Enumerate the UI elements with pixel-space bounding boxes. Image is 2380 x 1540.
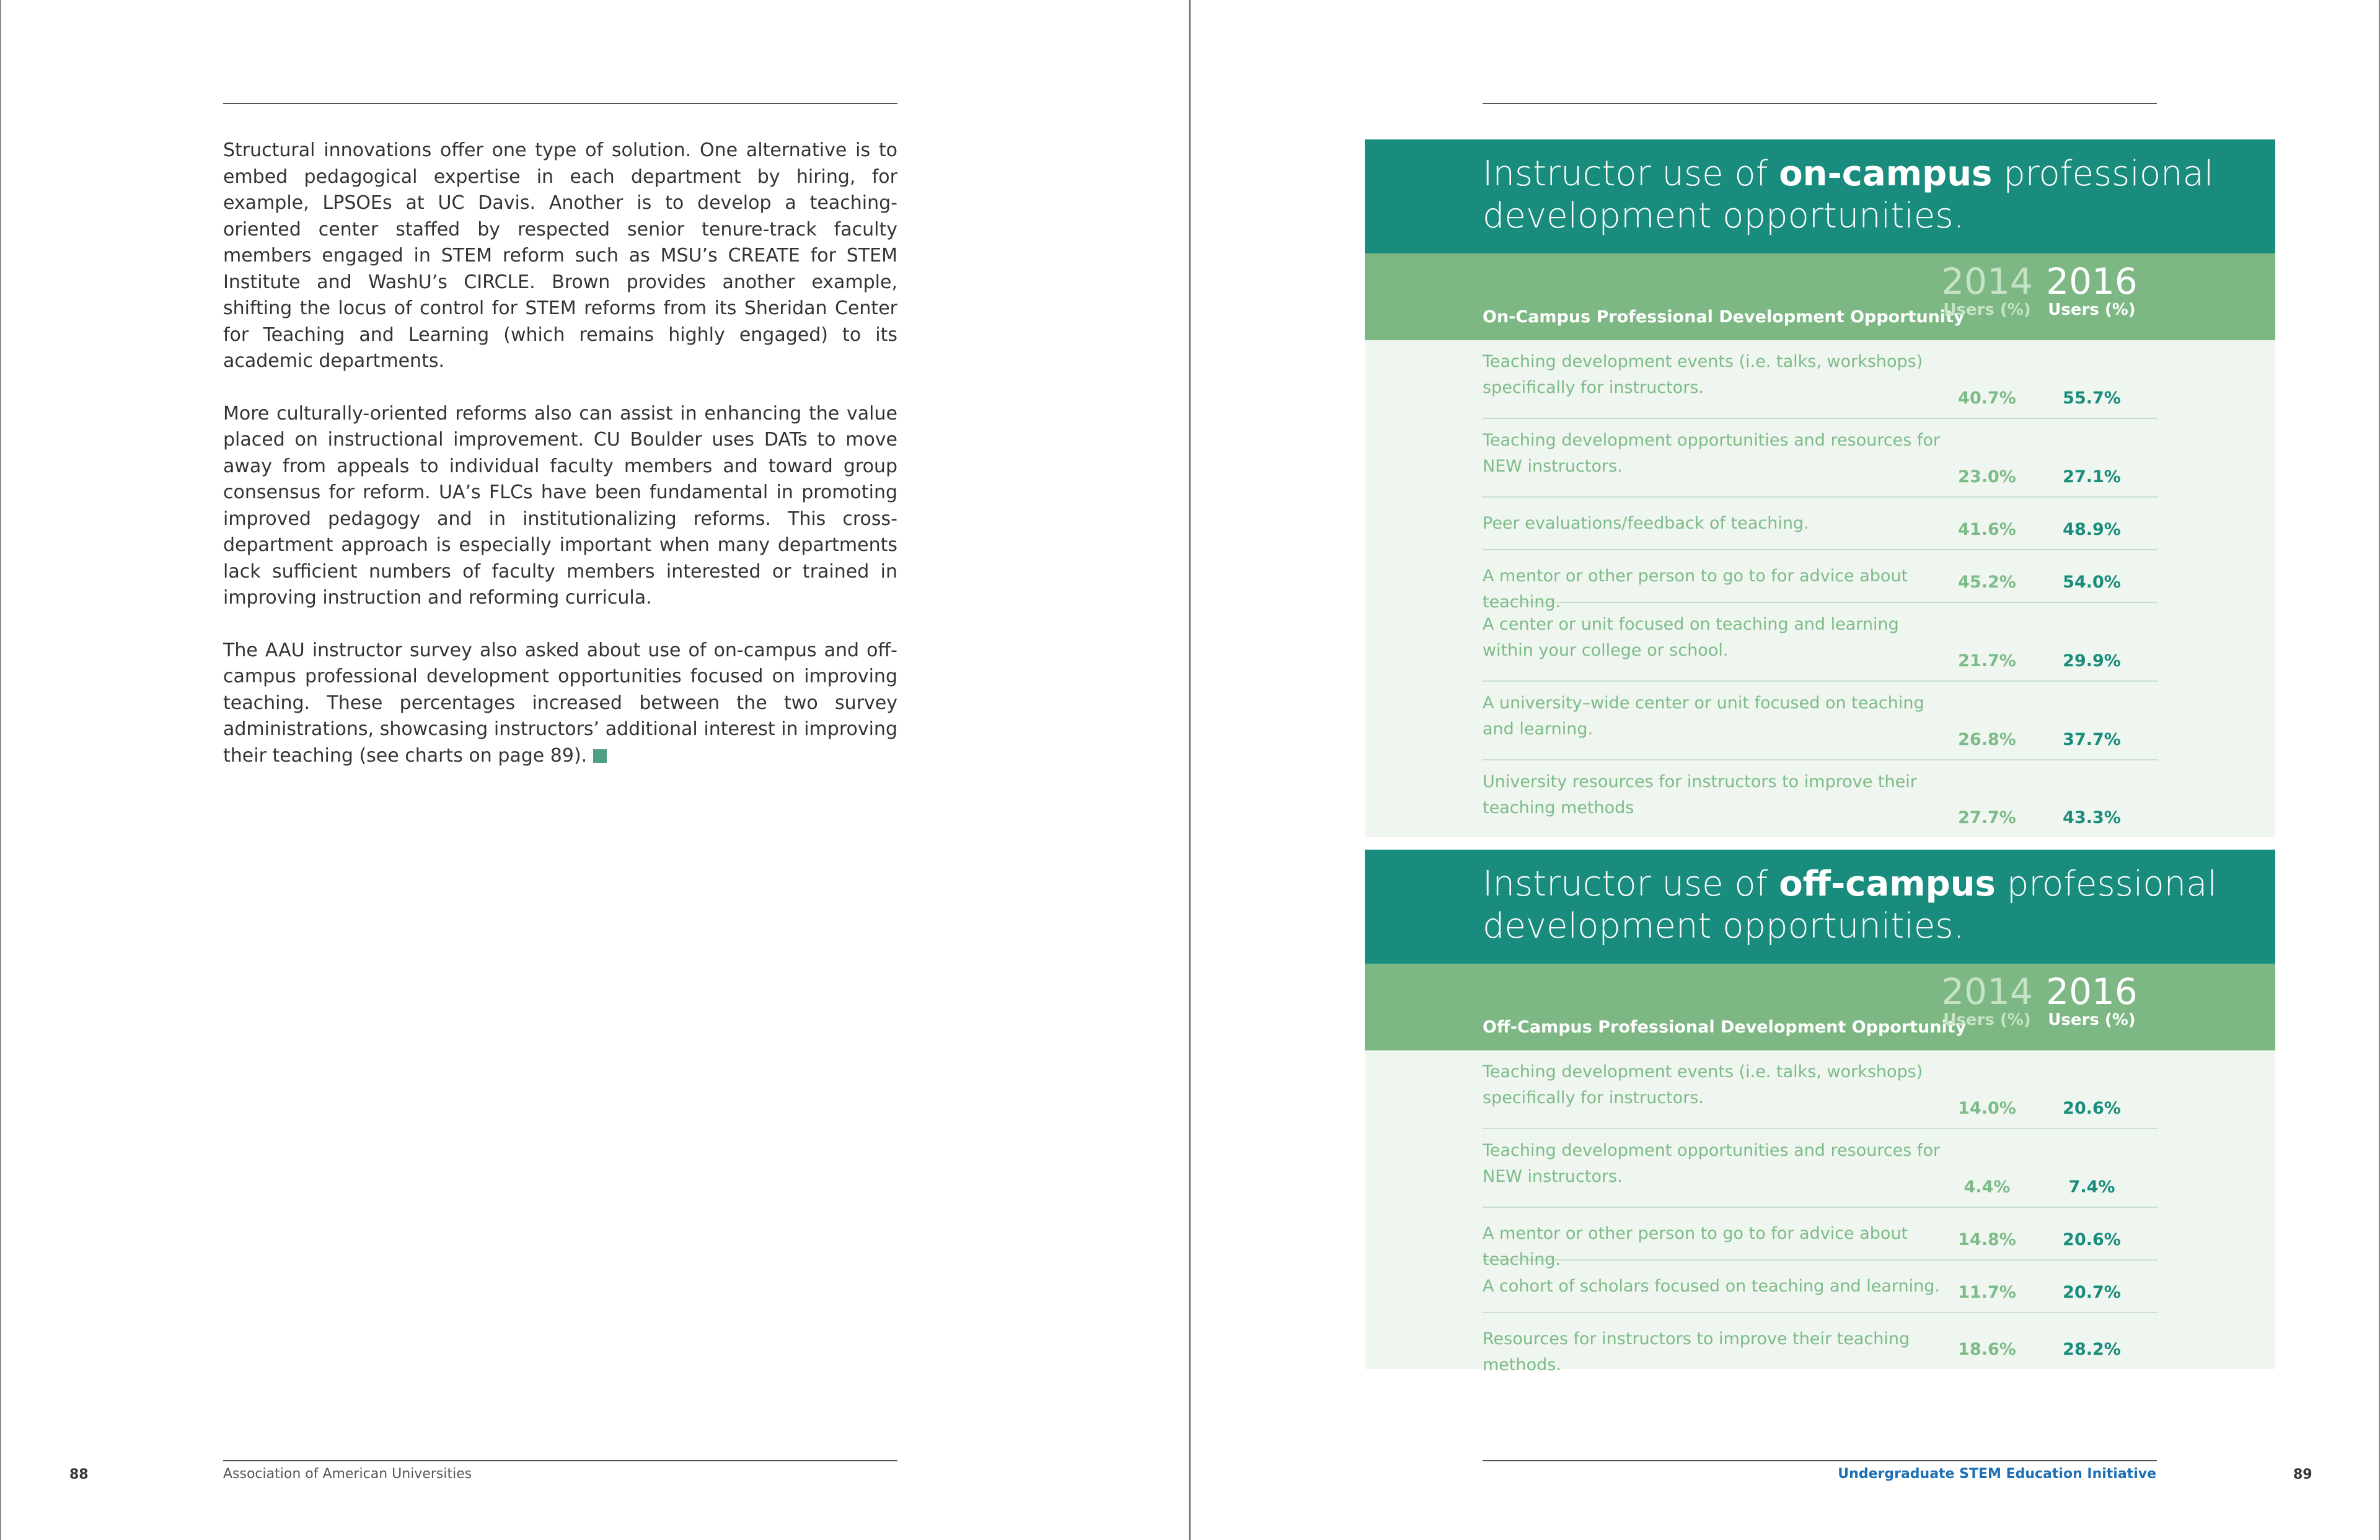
paragraph-2: More culturally-oriented reforms also can assist in enhancing the value placed on instructional improvement. CU Boulder uses DATs to move away from appeals to individual faculty members and toward group consensus for reform. UA’s FLCs have been fundamental in promoting improved pedagogy and in institutionalizing reforms. This cross-department approach is especially important when many departments lack sufficient numbers of faculty members interested or trained in improving instruction and reforming curricula. [223,402,897,609]
on-campus-title-bold: on-campus [1779,154,1993,194]
row-label: A mentor or other person to go to for advice about teaching. [1483,1224,1908,1269]
off-campus-header-2016 [2045,972,2138,1029]
value-2014: 14.0% [1958,1099,2016,1118]
top-rule-right [1483,103,2157,104]
value-2016: 37.7% [2063,730,2121,749]
year-2016: 2016 [2046,260,2138,302]
table-row [1483,550,2157,612]
value-2016: 7.4% [2068,1177,2115,1197]
year-2014: 2014 [1941,260,2033,302]
on-campus-header [1365,253,2275,340]
paragraph-3-text: The AAU instructor survey also asked about use of on-campus and off-campus professional development opportunities focused on improving teaching. These percentages increased between the two survey administrations, showcasing instructors’ additional interest in improving their teaching (see charts on page 89). [223,639,897,767]
row-label: University resources for instructors to improve their teaching methods [1483,772,1917,817]
value-2014: 18.6% [1958,1340,2016,1359]
value-2016: 55.7% [2063,389,2121,408]
table-row [1483,1050,2157,1129]
table-row [1483,1261,2157,1313]
end-of-article-mark [593,749,607,763]
year-2016: 2016 [2046,970,2138,1013]
page-number-left: 88 [69,1467,89,1482]
row-label: Resources for instructors to improve their teaching methods. [1483,1329,1910,1375]
value-2016: 20.7% [2063,1283,2121,1302]
table-row [1483,340,2157,419]
table-row [1483,1208,2157,1269]
off-campus-title [1365,850,2275,964]
value-2016: 20.6% [2063,1230,2121,1249]
on-campus-header-2016 [2045,262,2138,319]
value-2016: 29.9% [2063,651,2121,671]
row-label: Teaching development events (i.e. talks, workshops) specifically for instructors. [1483,352,1923,397]
value-2014: 45.2% [1958,573,2016,592]
row-label: Teaching development opportunities and resources for NEW instructors. [1483,1141,1941,1186]
value-2016: 54.0% [2063,573,2121,592]
value-2014: 26.8% [1958,730,2016,749]
row-label: Teaching development events (i.e. talks, workshops) specifically for instructors. [1483,1062,1923,1107]
value-2014: 21.7% [1958,651,2016,671]
on-campus-title-post: professional development opportunities. [1483,154,2214,236]
off-campus-title-post: professional development opportunities. [1483,864,2217,946]
off-campus-column-label: Off-Campus Professional Development Opportunity [1483,1018,1967,1037]
table-row [1483,1313,2157,1375]
page-number-right: 89 [2293,1467,2312,1482]
value-2016: 48.9% [2063,520,2121,539]
users-label: Users (%) [1943,301,2031,319]
top-rule-left [223,103,897,104]
value-2014: 41.6% [1958,520,2016,539]
table-row [1483,419,2157,498]
value-2014: 23.0% [1958,467,2016,486]
paragraph-1: Structural innovations offer one type of solution. One alternative is to embed pedagogical expertise in each department by hiring, for example, LPSOEs at UC Davis. Another is to develop a teaching-oriented center staffed by respected senior tenure-track faculty members engaged in STEM reform such as MSU’s CREATE for STEM Institute and WashU’s CIRCLE. Brown provides another example, shifting the locus of control for STEM reforms from its Sheridan Center for Teaching and Learning (which remains highly engaged) to its academic departments. [223,139,897,372]
row-label: Peer evaluations/feedback of teaching. [1483,514,1809,533]
value-2014: 40.7% [1958,389,2016,408]
off-campus-header-2014 [1941,972,2034,1029]
off-campus-table [1365,850,2275,1375]
value-2014: 14.8% [1958,1230,2016,1249]
bottom-rule-left [223,1460,897,1461]
year-2014: 2014 [1941,970,2033,1013]
users-label: Users (%) [2048,1011,2136,1029]
footer-left-title: Association of American Universities [223,1466,472,1482]
off-campus-title-pre: Instructor use of [1483,864,1779,904]
row-label: Teaching development opportunities and resources for NEW instructors. [1483,431,1941,476]
on-campus-title-pre: Instructor use of [1483,154,1779,194]
left-body-text [223,138,897,795]
table-row [1483,498,2157,550]
on-campus-column-label: On-Campus Professional Development Opportunity [1483,307,1965,327]
table-row [1483,682,2157,760]
off-campus-title-bold: off-campus [1779,864,1996,904]
value-2014: 4.4% [1963,1177,2011,1197]
value-2014: 27.7% [1958,808,2016,827]
row-label: A university–wide center or unit focused on teaching and learning. [1483,693,1924,739]
off-campus-body [1365,1050,2275,1375]
value-2014: 11.7% [1958,1283,2016,1302]
value-2016: 43.3% [2063,808,2121,827]
on-campus-table [1365,139,2275,837]
on-campus-title [1365,139,2275,253]
footer-right-title: Undergraduate STEM Education Initiative [1838,1466,2156,1482]
bottom-rule-right [1483,1460,2157,1461]
off-campus-header [1365,964,2275,1050]
book-spine [1189,0,1191,1540]
page-border-left [0,0,1,1540]
users-label: Users (%) [2048,301,2136,319]
table-row [1483,760,2157,837]
on-campus-body [1365,340,2275,837]
table-row [1483,603,2157,682]
users-label: Users (%) [1943,1011,2031,1029]
row-label: A cohort of scholars focused on teaching and learning. [1483,1277,1941,1296]
value-2016: 28.2% [2063,1340,2121,1359]
value-2016: 20.6% [2063,1099,2121,1118]
value-2016: 27.1% [2063,467,2121,486]
table-row [1483,1129,2157,1208]
row-label: A center or unit focused on teaching and learning within your college or school. [1483,615,1899,660]
row-label: A mentor or other person to go to for advice about teaching. [1483,566,1908,612]
paragraph-3 [223,638,897,770]
on-campus-header-2014 [1941,262,2034,319]
